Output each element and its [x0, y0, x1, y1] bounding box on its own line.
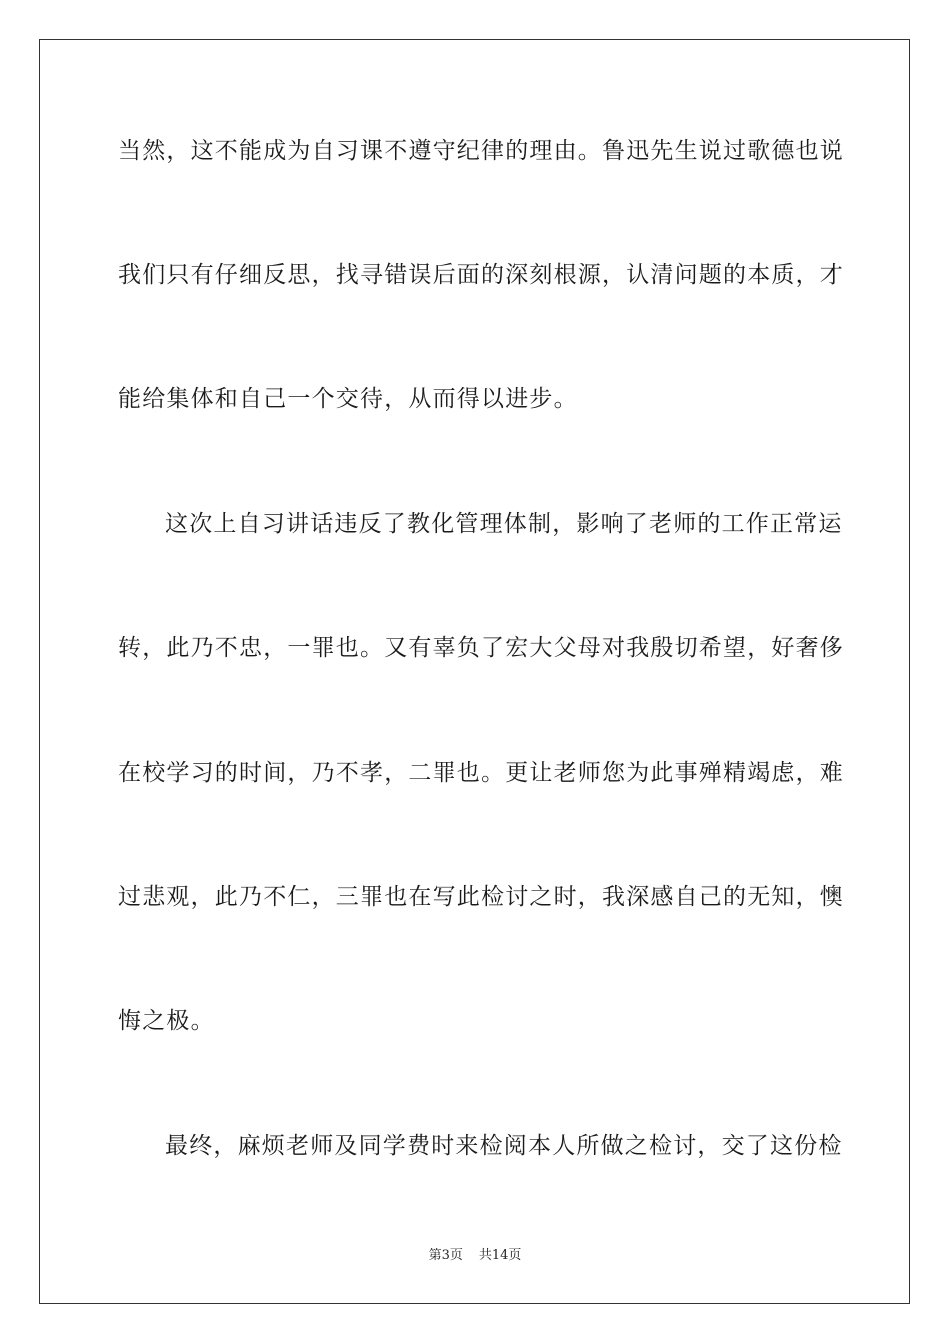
page-footer — [0, 1248, 950, 1264]
page-number: 第3页 — [428, 1248, 463, 1263]
body-text-line: 能给集体和自己一个交待，从而得以进步。 — [118, 386, 578, 412]
body-text-line: 悔之极。 — [118, 1008, 215, 1034]
page-total: 共14页 — [478, 1248, 522, 1263]
body-text-line: 过悲观，此乃不仁，三罪也在写此检讨之时，我深感自己的无知，懊 — [118, 884, 844, 910]
body-text-line: 最终，麻烦老师及同学费时来检阅本人所做之检讨，交了这份检 — [165, 1133, 843, 1159]
body-text-line: 当然，这不能成为自习课不遵守纪律的理由。鲁迅先生说过歌德也说 — [118, 138, 844, 164]
page-border — [39, 39, 910, 1304]
body-text-line: 我们只有仔细反思，找寻错误后面的深刻根源，认清问题的本质，才 — [118, 262, 844, 288]
body-text-line: 转，此乃不忠，一罪也。又有辜负了宏大父母对我殷切希望，好奢侈 — [118, 635, 844, 661]
body-text-line: 这次上自习讲话违反了教化管理体制，影响了老师的工作正常运 — [165, 511, 843, 537]
body-text-line: 在校学习的时间，乃不孝，二罪也。更让老师您为此事殚精竭虑，难 — [118, 760, 844, 786]
